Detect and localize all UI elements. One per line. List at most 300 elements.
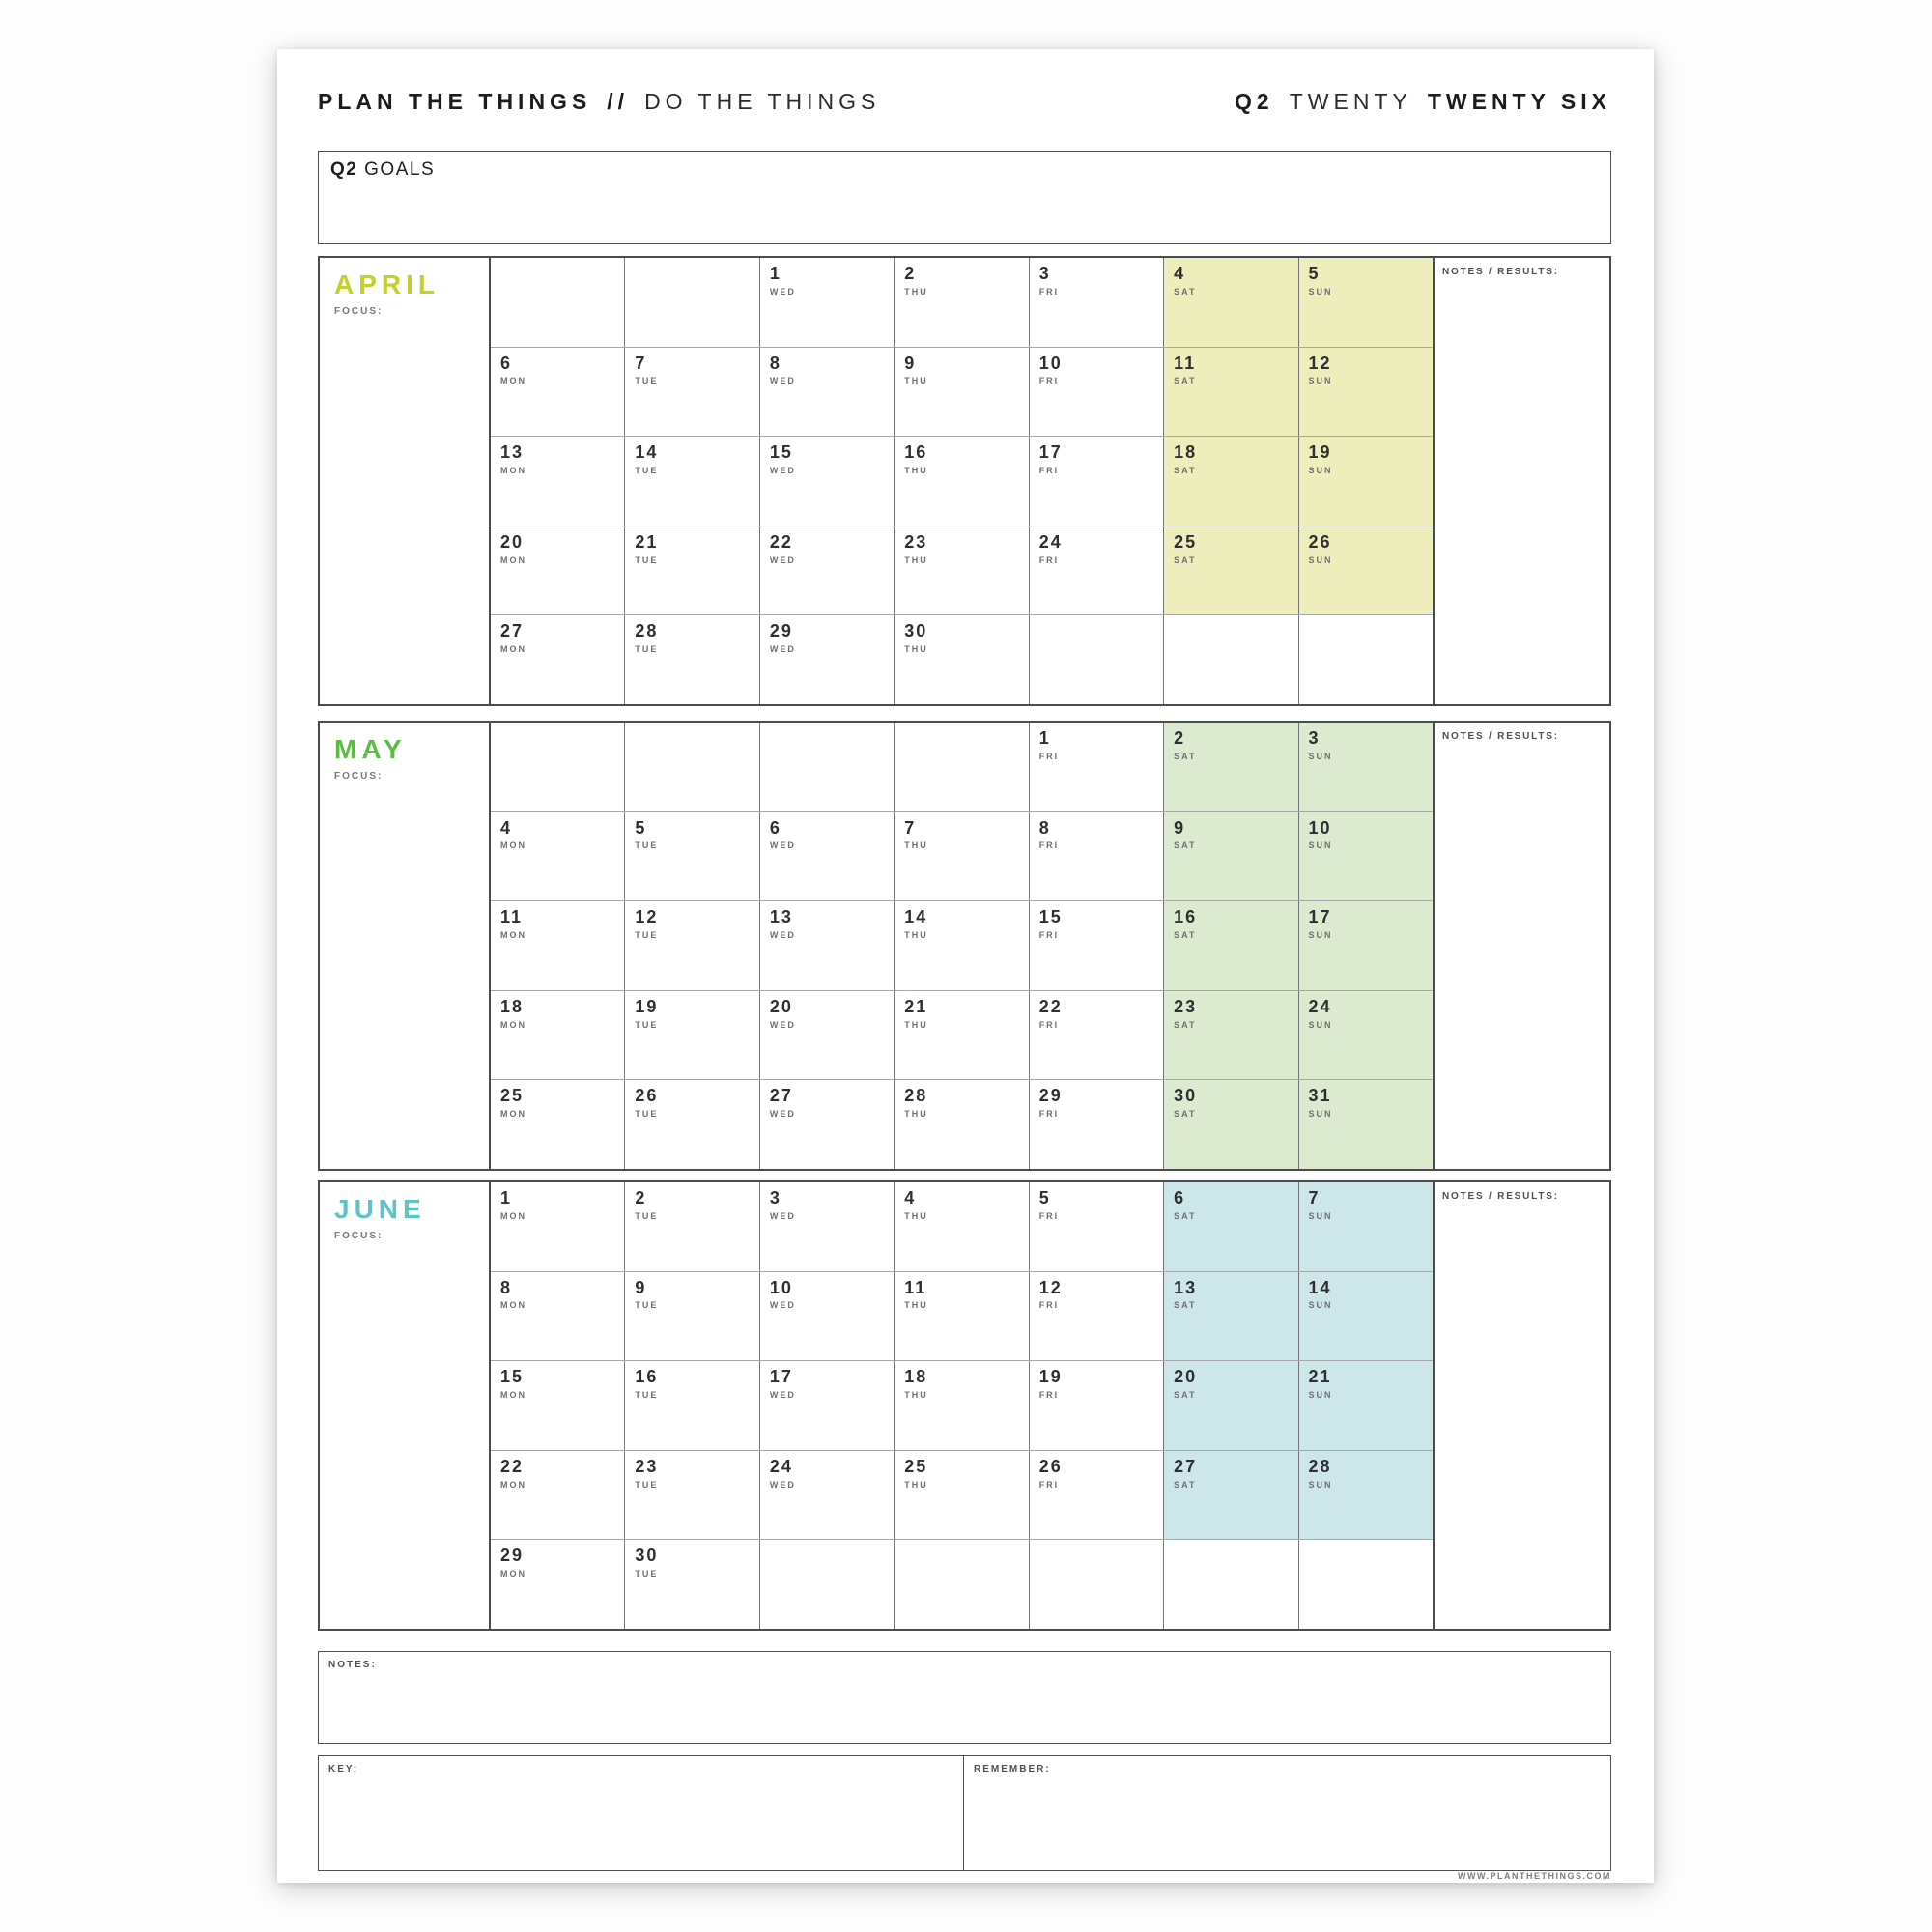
day-weekday-label: THU <box>904 1019 928 1030</box>
day-cell[interactable] <box>1163 1272 1297 1361</box>
day-number: 26 <box>1308 531 1332 552</box>
day-number: 4 <box>904 1188 917 1208</box>
day-cell[interactable] <box>1298 437 1433 526</box>
day-number: 27 <box>500 621 525 641</box>
day-number: 16 <box>1174 907 1198 927</box>
day-weekday-label: THU <box>904 465 928 475</box>
day-cell[interactable] <box>624 1182 758 1271</box>
day-number: 24 <box>769 1456 793 1476</box>
day-cell[interactable] <box>1029 901 1163 990</box>
remember-box[interactable] <box>964 1756 1610 1870</box>
day-cell[interactable] <box>1029 723 1163 811</box>
day-weekday-label: SAT <box>1174 1389 1197 1400</box>
day-cell[interactable] <box>1163 812 1297 901</box>
day-cell[interactable] <box>491 437 624 526</box>
day-weekday-label: SUN <box>1308 1019 1333 1030</box>
day-cell[interactable] <box>624 812 758 901</box>
day-number: 31 <box>1308 1086 1332 1106</box>
day-cell[interactable] <box>894 1361 1028 1450</box>
day-cell[interactable] <box>894 526 1028 615</box>
day-number: 1 <box>1038 728 1051 748</box>
day-weekday-label: FRI <box>1038 1300 1060 1311</box>
day-number: 24 <box>1038 531 1063 552</box>
day-number: 17 <box>769 1367 793 1387</box>
day-number: 14 <box>635 442 659 463</box>
day-weekday-label: TUE <box>635 1479 659 1490</box>
day-cell[interactable] <box>1029 1451 1163 1540</box>
day-cell[interactable] <box>624 526 758 615</box>
day-cell[interactable] <box>624 901 758 990</box>
day-cell[interactable] <box>1163 258 1297 347</box>
day-number: 10 <box>1038 353 1063 373</box>
day-cell[interactable] <box>894 1272 1028 1361</box>
day-cell[interactable] <box>894 348 1028 437</box>
day-weekday-label: WED <box>769 286 796 297</box>
day-cell[interactable] <box>1163 1080 1297 1169</box>
day-number: 20 <box>1174 1367 1198 1387</box>
day-cell[interactable] <box>1298 526 1433 615</box>
day-weekday-label: FRI <box>1038 376 1060 386</box>
day-cell[interactable] <box>1298 348 1433 437</box>
day-cell[interactable] <box>759 258 894 347</box>
day-cell[interactable] <box>1029 437 1163 526</box>
day-weekday-label: FRI <box>1038 1479 1060 1490</box>
day-cell[interactable] <box>491 1080 624 1169</box>
day-cell[interactable] <box>894 991 1028 1080</box>
day-number: 6 <box>769 817 781 838</box>
day-number: 25 <box>500 1086 525 1106</box>
day-cell[interactable] <box>1298 1272 1433 1361</box>
day-cell[interactable] <box>894 1182 1028 1271</box>
day-number: 21 <box>1308 1367 1332 1387</box>
day-cell[interactable] <box>624 437 758 526</box>
day-number: 30 <box>635 1546 659 1566</box>
day-number: 10 <box>1308 817 1332 838</box>
key-box[interactable] <box>319 1756 964 1870</box>
day-cell[interactable] <box>624 1361 758 1450</box>
day-number: 4 <box>500 817 513 838</box>
day-weekday-label: SUN <box>1308 1479 1333 1490</box>
day-weekday-label: FRI <box>1038 286 1060 297</box>
day-weekday-label: SAT <box>1174 286 1197 297</box>
day-number: 21 <box>635 531 659 552</box>
day-weekday-label: WED <box>769 554 796 565</box>
day-number: 29 <box>500 1546 525 1566</box>
day-number: 5 <box>1308 264 1321 283</box>
day-weekday-label: TUE <box>635 1389 659 1400</box>
day-number: 9 <box>1174 817 1186 838</box>
day-number: 14 <box>904 907 928 927</box>
day-weekday-label: WED <box>769 1210 796 1221</box>
day-number: 13 <box>1174 1277 1198 1297</box>
day-number: 4 <box>1174 264 1186 283</box>
day-number: 12 <box>635 907 659 927</box>
day-weekday-label: FRI <box>1038 1389 1060 1400</box>
day-weekday-label: FRI <box>1038 929 1060 940</box>
month-notes-column[interactable] <box>1433 723 1609 1169</box>
day-number: 19 <box>1038 1367 1063 1387</box>
day-weekday-label: SUN <box>1308 751 1333 761</box>
day-weekday-label: MON <box>500 1300 526 1311</box>
day-cell[interactable] <box>491 1182 624 1271</box>
day-cell[interactable] <box>624 615 758 704</box>
day-number: 15 <box>769 442 793 463</box>
day-weekday-label: MON <box>500 1389 526 1400</box>
day-weekday-label: SAT <box>1174 1300 1197 1311</box>
day-weekday-label: MON <box>500 644 526 655</box>
day-number: 28 <box>635 621 659 641</box>
day-cell[interactable] <box>1298 1361 1433 1450</box>
day-cell[interactable] <box>1163 723 1297 811</box>
day-number: 1 <box>769 264 781 283</box>
week-row <box>491 436 1433 526</box>
day-cell[interactable] <box>1163 901 1297 990</box>
day-weekday-label: THU <box>904 840 928 851</box>
month-label-column <box>320 258 491 704</box>
day-weekday-label: WED <box>769 840 796 851</box>
day-cell[interactable] <box>491 526 624 615</box>
day-cell-empty[interactable] <box>1029 1540 1163 1629</box>
day-cell[interactable] <box>1163 437 1297 526</box>
day-weekday-label: SUN <box>1308 929 1333 940</box>
day-cell[interactable] <box>759 437 894 526</box>
notes-label: NOTES: <box>328 1660 377 1670</box>
day-weekday-label: SAT <box>1174 376 1197 386</box>
day-cell-empty[interactable] <box>624 723 758 811</box>
day-weekday-label: MON <box>500 465 526 475</box>
day-cell[interactable] <box>759 991 894 1080</box>
month-title: MAY <box>334 734 407 764</box>
day-weekday-label: TUE <box>635 1019 659 1030</box>
day-number: 20 <box>769 996 793 1016</box>
day-weekday-label: FRI <box>1038 751 1060 761</box>
key-label: KEY: <box>328 1764 359 1775</box>
day-weekday-label: TUE <box>635 554 659 565</box>
day-number: 26 <box>1038 1456 1063 1476</box>
day-weekday-label: SUN <box>1308 376 1333 386</box>
day-number: 9 <box>635 1277 647 1297</box>
focus-label: FOCUS: <box>334 771 384 781</box>
day-weekday-label: FRI <box>1038 1109 1060 1120</box>
day-cell[interactable] <box>491 901 624 990</box>
day-cell[interactable] <box>491 1451 624 1540</box>
month-notes-column[interactable] <box>1433 1182 1609 1629</box>
day-cell-empty[interactable] <box>759 1540 894 1629</box>
day-number: 10 <box>769 1277 793 1297</box>
day-weekday-label: TUE <box>635 1109 659 1120</box>
month-block-april <box>318 256 1611 706</box>
day-weekday-label: WED <box>769 1109 796 1120</box>
day-cell[interactable] <box>1029 258 1163 347</box>
day-cell[interactable] <box>1298 723 1433 811</box>
day-cell-empty[interactable] <box>491 258 624 347</box>
day-number: 6 <box>1174 1188 1186 1208</box>
day-weekday-label: THU <box>904 376 928 386</box>
day-number: 16 <box>635 1367 659 1387</box>
day-cell[interactable] <box>624 1080 758 1169</box>
day-number: 2 <box>904 264 917 283</box>
day-cell[interactable] <box>1163 991 1297 1080</box>
day-weekday-label: SUN <box>1308 1109 1333 1120</box>
day-weekday-label: TUE <box>635 376 659 386</box>
footer-url: WWW.PLANTHETHINGS.COM <box>1458 1871 1611 1881</box>
month-label-column <box>320 1182 491 1629</box>
day-weekday-label: FRI <box>1038 1210 1060 1221</box>
day-weekday-label: SUN <box>1308 1389 1333 1400</box>
month-block-june <box>318 1180 1611 1631</box>
day-number: 8 <box>769 353 781 373</box>
q2-goals-prefix: Q2 <box>330 159 358 180</box>
day-weekday-label: THU <box>904 1210 928 1221</box>
day-cell[interactable] <box>1298 1451 1433 1540</box>
day-cell[interactable] <box>1163 348 1297 437</box>
day-weekday-label: SAT <box>1174 1019 1197 1030</box>
day-cell[interactable] <box>759 1272 894 1361</box>
day-weekday-label: WED <box>769 1300 796 1311</box>
day-weekday-label: FRI <box>1038 840 1060 851</box>
day-number: 5 <box>1038 1188 1051 1208</box>
day-number: 30 <box>1174 1086 1198 1106</box>
notes-results-label: NOTES / RESULTS: <box>1442 731 1559 742</box>
day-weekday-label: WED <box>769 465 796 475</box>
day-cell[interactable] <box>491 812 624 901</box>
day-cell[interactable] <box>1029 812 1163 901</box>
day-number: 2 <box>1174 728 1186 748</box>
day-cell-empty[interactable] <box>1163 615 1297 704</box>
day-weekday-label: THU <box>904 1300 928 1311</box>
day-weekday-label: TUE <box>635 1210 659 1221</box>
day-cell[interactable] <box>894 258 1028 347</box>
day-cell-empty[interactable] <box>624 258 758 347</box>
day-weekday-label: SAT <box>1174 554 1197 565</box>
day-number: 7 <box>635 353 647 373</box>
day-number: 22 <box>500 1456 525 1476</box>
day-cell-empty[interactable] <box>894 1540 1028 1629</box>
week-row <box>491 347 1433 437</box>
day-weekday-label: MON <box>500 554 526 565</box>
notes-box[interactable] <box>318 1651 1611 1744</box>
day-number: 23 <box>904 531 928 552</box>
header-year-light: TWENTY <box>1289 88 1412 114</box>
day-weekday-label: MON <box>500 376 526 386</box>
month-grid <box>491 258 1433 704</box>
day-number: 29 <box>1038 1086 1063 1106</box>
day-cell-empty[interactable] <box>1298 1540 1433 1629</box>
week-row <box>491 258 1433 347</box>
day-cell-empty[interactable] <box>1029 615 1163 704</box>
day-cell[interactable] <box>759 1080 894 1169</box>
month-title: APRIL <box>334 270 440 299</box>
day-cell[interactable] <box>624 1540 758 1629</box>
day-cell[interactable] <box>1029 1080 1163 1169</box>
day-weekday-label: MON <box>500 1479 526 1490</box>
day-number: 19 <box>1308 442 1332 463</box>
day-number: 25 <box>904 1456 928 1476</box>
day-number: 30 <box>904 621 928 641</box>
day-cell[interactable] <box>894 1451 1028 1540</box>
day-number: 17 <box>1308 907 1332 927</box>
week-row <box>491 811 1433 901</box>
day-cell[interactable] <box>1163 1182 1297 1271</box>
day-number: 23 <box>1174 996 1198 1016</box>
week-row <box>491 1182 1433 1271</box>
day-number: 14 <box>1308 1277 1332 1297</box>
day-number: 11 <box>1174 353 1197 373</box>
day-cell[interactable] <box>1163 526 1297 615</box>
day-weekday-label: SUN <box>1308 1300 1333 1311</box>
day-weekday-label: WED <box>769 929 796 940</box>
day-number: 22 <box>769 531 793 552</box>
focus-label: FOCUS: <box>334 1231 384 1241</box>
header-tagline <box>318 89 880 115</box>
day-number: 27 <box>1174 1456 1198 1476</box>
day-cell[interactable] <box>759 901 894 990</box>
day-number: 26 <box>635 1086 659 1106</box>
day-cell[interactable] <box>894 812 1028 901</box>
remember-label: REMEMBER: <box>974 1764 1051 1775</box>
day-cell[interactable] <box>624 1451 758 1540</box>
day-weekday-label: SAT <box>1174 840 1197 851</box>
day-cell[interactable] <box>491 991 624 1080</box>
day-cell[interactable] <box>759 1451 894 1540</box>
day-weekday-label: FRI <box>1038 1019 1060 1030</box>
day-number: 9 <box>904 353 917 373</box>
day-cell[interactable] <box>759 526 894 615</box>
day-weekday-label: THU <box>904 286 928 297</box>
day-weekday-label: TUE <box>635 840 659 851</box>
day-weekday-label: THU <box>904 1479 928 1490</box>
month-notes-column[interactable] <box>1433 258 1609 704</box>
day-number: 3 <box>1308 728 1321 748</box>
day-number: 13 <box>500 442 525 463</box>
week-row <box>491 1271 1433 1361</box>
day-weekday-label: MON <box>500 840 526 851</box>
day-cell[interactable] <box>491 348 624 437</box>
day-cell-empty[interactable] <box>759 723 894 811</box>
day-cell-empty[interactable] <box>894 723 1028 811</box>
day-weekday-label: SAT <box>1174 929 1197 940</box>
day-cell[interactable] <box>624 348 758 437</box>
day-number: 12 <box>1308 353 1332 373</box>
week-row <box>491 1450 1433 1540</box>
day-cell-empty[interactable] <box>491 723 624 811</box>
day-cell-empty[interactable] <box>1163 1540 1297 1629</box>
day-cell[interactable] <box>491 1361 624 1450</box>
day-cell[interactable] <box>1163 1361 1297 1450</box>
q2-goals-text: GOALS <box>364 159 436 180</box>
day-cell[interactable] <box>894 901 1028 990</box>
key-remember-row <box>318 1755 1611 1871</box>
day-cell[interactable] <box>624 991 758 1080</box>
week-row <box>491 526 1433 615</box>
day-number: 19 <box>635 996 659 1016</box>
day-cell[interactable] <box>1298 901 1433 990</box>
day-number: 2 <box>635 1188 647 1208</box>
day-weekday-label: TUE <box>635 929 659 940</box>
day-cell[interactable] <box>1298 991 1433 1080</box>
day-cell[interactable] <box>1163 1451 1297 1540</box>
day-weekday-label: MON <box>500 1210 526 1221</box>
day-cell-empty[interactable] <box>1298 615 1433 704</box>
day-number: 20 <box>500 531 525 552</box>
day-cell[interactable] <box>491 1540 624 1629</box>
day-cell[interactable] <box>1298 812 1433 901</box>
day-weekday-label: TUE <box>635 1569 659 1579</box>
day-cell[interactable] <box>491 615 624 704</box>
month-grid <box>491 723 1433 1169</box>
day-cell[interactable] <box>1029 526 1163 615</box>
day-number: 6 <box>500 353 513 373</box>
day-weekday-label: MON <box>500 1019 526 1030</box>
day-cell[interactable] <box>624 1272 758 1361</box>
day-number: 29 <box>769 621 793 641</box>
day-weekday-label: WED <box>769 644 796 655</box>
day-cell[interactable] <box>759 1361 894 1450</box>
month-block-may <box>318 721 1611 1171</box>
day-number: 15 <box>500 1367 525 1387</box>
day-cell[interactable] <box>1298 1080 1433 1169</box>
day-weekday-label: SAT <box>1174 465 1197 475</box>
day-cell[interactable] <box>759 348 894 437</box>
day-number: 28 <box>904 1086 928 1106</box>
day-cell[interactable] <box>759 1182 894 1271</box>
week-row <box>491 1539 1433 1629</box>
day-cell[interactable] <box>1029 991 1163 1080</box>
day-number: 3 <box>769 1188 781 1208</box>
day-weekday-label: THU <box>904 1109 928 1120</box>
day-weekday-label: THU <box>904 1389 928 1400</box>
day-weekday-label: MON <box>500 1569 526 1579</box>
day-number: 25 <box>1174 531 1198 552</box>
day-weekday-label: SAT <box>1174 1210 1197 1221</box>
day-cell[interactable] <box>894 437 1028 526</box>
header-tagline-light: DO THE THINGS <box>644 88 881 114</box>
q2-goals-label <box>330 159 1599 181</box>
day-number: 18 <box>1174 442 1198 463</box>
day-number: 3 <box>1038 264 1051 283</box>
week-row <box>491 614 1433 704</box>
day-cell[interactable] <box>1298 1182 1433 1271</box>
day-cell[interactable] <box>1029 1182 1163 1271</box>
day-weekday-label: TUE <box>635 644 659 655</box>
day-cell[interactable] <box>1029 348 1163 437</box>
day-cell[interactable] <box>759 812 894 901</box>
day-weekday-label: SUN <box>1308 840 1333 851</box>
q2-goals-box[interactable] <box>318 151 1611 244</box>
month-label-column <box>320 723 491 1169</box>
day-number: 17 <box>1038 442 1063 463</box>
day-cell[interactable] <box>759 615 894 704</box>
day-cell[interactable] <box>1029 1361 1163 1450</box>
week-row <box>491 990 1433 1080</box>
header-quarter: Q2 <box>1235 88 1274 114</box>
day-cell[interactable] <box>1029 1272 1163 1361</box>
day-cell[interactable] <box>894 1080 1028 1169</box>
day-number: 16 <box>904 442 928 463</box>
day-number: 11 <box>500 907 524 927</box>
day-cell[interactable] <box>491 1272 624 1361</box>
day-weekday-label: FRI <box>1038 465 1060 475</box>
day-number: 5 <box>635 817 647 838</box>
week-row <box>491 723 1433 811</box>
focus-label: FOCUS: <box>334 306 384 317</box>
header-quarter-year <box>1235 89 1611 115</box>
day-weekday-label: WED <box>769 1019 796 1030</box>
day-cell[interactable] <box>894 615 1028 704</box>
month-title: JUNE <box>334 1194 426 1224</box>
day-cell[interactable] <box>1298 258 1433 347</box>
day-weekday-label: TUE <box>635 1300 659 1311</box>
